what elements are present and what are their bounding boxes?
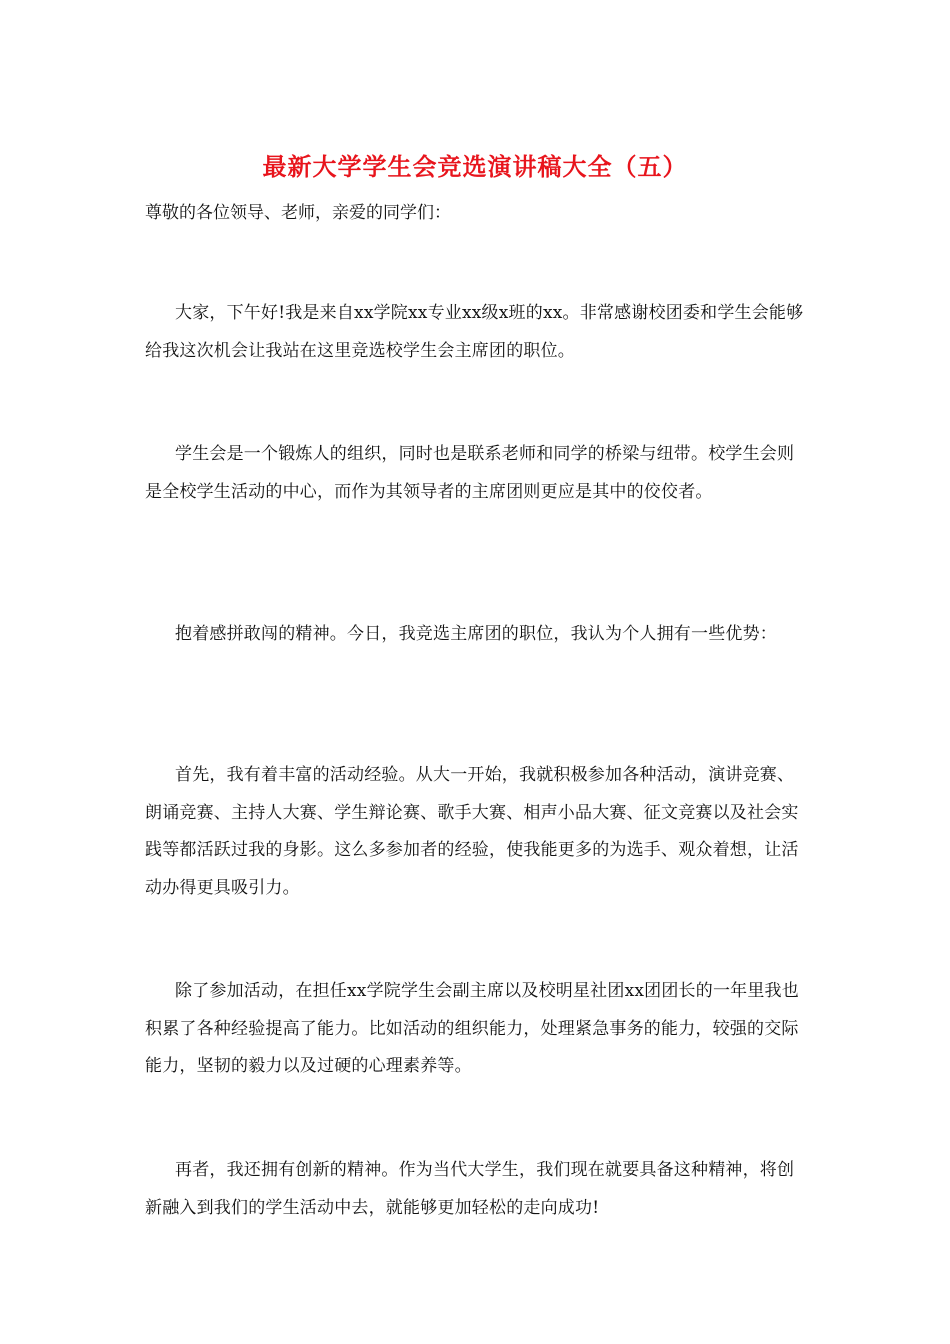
paragraph-5: 除了参加活动，在担任xx学院学生会副主席以及校明星社团xx团团长的一年里我也积累了各种经验提高了能力。比如活动的组织能力，处理紧急事务的能力，较强的交际能力，坚韧的毅力以及过硬的心理素养等。: [145, 981, 799, 1076]
document-title: 最新大学学生会竞选演讲稿大全（五）: [262, 152, 688, 181]
salutation: 尊敬的各位领导、老师，亲爱的同学们：: [145, 203, 451, 223]
paragraph-1: 大家，下午好!我是来自xx学院xx专业xx级x班的xx。非常感谢校团委和学生会能够给我这次机会让我站在这里竞选校学生会主席团的职位。: [145, 303, 804, 361]
paragraph-3: 抱着感拼敢闯的精神。今日，我竞选主席团的职位，我认为个人拥有一些优势：: [175, 624, 777, 644]
paragraph-4: 首先，我有着丰富的活动经验。从大一开始，我就积极参加各种活动，演讲竞赛、朗诵竞赛、主持人大赛、学生辩论赛、歌手大赛、相声小品大赛、征文竞赛以及社会实践等都活跃过我的身影。这么多参加者的经验，使我能更多的为选手、观众着想，让活动办得更具吸引力。: [145, 765, 799, 898]
paragraph-2: 学生会是一个锻炼人的组织，同时也是联系老师和同学的桥梁与纽带。校学生会则是全校学生活动的中心，而作为其领导者的主席团则更应是其中的佼佼者。: [145, 444, 795, 502]
paragraph-6: 再者，我还拥有创新的精神。作为当代大学生，我们现在就要具备这种精神，将创新融入到我们的学生活动中去，就能够更加轻松的走向成功!: [145, 1160, 795, 1218]
